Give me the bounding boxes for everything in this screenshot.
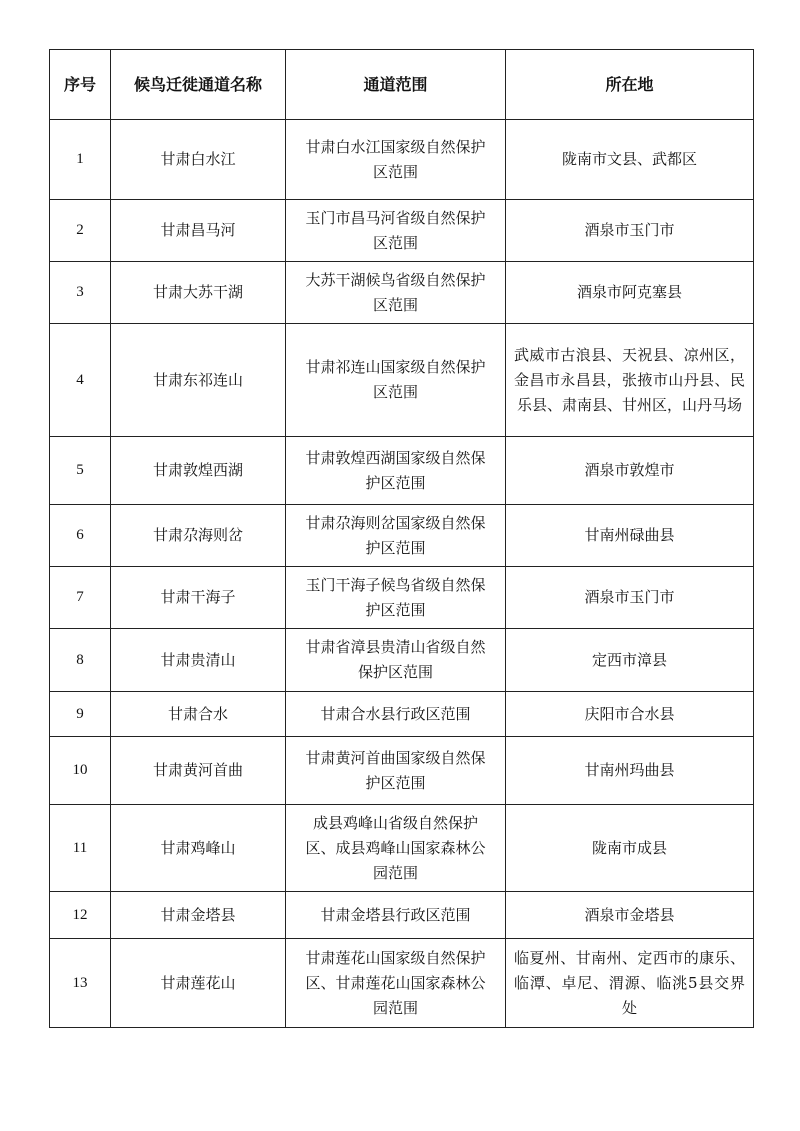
table-row bbox=[50, 567, 754, 629]
cell-corridor-scope: 成县鸡峰山省级自然保护区、成县鸡峰山国家森林公园范围 bbox=[286, 805, 506, 892]
cell-corridor-scope: 甘肃尕海则岔国家级自然保护区范围 bbox=[286, 505, 506, 567]
cell-location: 陇南市文县、武都区 bbox=[506, 120, 754, 200]
table-row bbox=[50, 939, 754, 1028]
cell-corridor-name: 甘肃白水江 bbox=[111, 120, 286, 200]
cell-serial-number: 4 bbox=[50, 324, 111, 437]
cell-corridor-scope: 甘肃敦煌西湖国家级自然保护区范围 bbox=[286, 437, 506, 505]
cell-serial-number: 6 bbox=[50, 505, 111, 567]
cell-location: 临夏州、甘南州、定西市的康乐、临潭、卓尼、渭源、临洮5县交界处 bbox=[506, 939, 754, 1028]
table-header-row bbox=[50, 50, 754, 120]
cell-corridor-scope: 大苏干湖候鸟省级自然保护区范围 bbox=[286, 262, 506, 324]
cell-corridor-scope: 玉门市昌马河省级自然保护区范围 bbox=[286, 200, 506, 262]
cell-corridor-scope: 甘肃金塔县行政区范围 bbox=[286, 892, 506, 939]
cell-location: 酒泉市玉门市 bbox=[506, 200, 754, 262]
cell-serial-number: 11 bbox=[50, 805, 111, 892]
table-row bbox=[50, 200, 754, 262]
cell-corridor-scope: 甘肃黄河首曲国家级自然保护区范围 bbox=[286, 737, 506, 805]
cell-corridor-scope: 甘肃白水江国家级自然保护区范围 bbox=[286, 120, 506, 200]
cell-corridor-name: 甘肃干海子 bbox=[111, 567, 286, 629]
table-row bbox=[50, 692, 754, 737]
header-corridor-scope: 通道范围 bbox=[286, 50, 506, 120]
cell-serial-number: 8 bbox=[50, 629, 111, 692]
table-row bbox=[50, 805, 754, 892]
cell-corridor-name: 甘肃东祁连山 bbox=[111, 324, 286, 437]
cell-corridor-name: 甘肃黄河首曲 bbox=[111, 737, 286, 805]
cell-location: 甘南州玛曲县 bbox=[506, 737, 754, 805]
cell-corridor-name: 甘肃贵清山 bbox=[111, 629, 286, 692]
cell-serial-number: 9 bbox=[50, 692, 111, 737]
bird-migration-corridor-table bbox=[49, 49, 754, 1028]
cell-corridor-name: 甘肃金塔县 bbox=[111, 892, 286, 939]
table-row bbox=[50, 324, 754, 437]
cell-serial-number: 5 bbox=[50, 437, 111, 505]
cell-serial-number: 10 bbox=[50, 737, 111, 805]
cell-location: 酒泉市阿克塞县 bbox=[506, 262, 754, 324]
cell-location: 定西市漳县 bbox=[506, 629, 754, 692]
cell-location: 酒泉市金塔县 bbox=[506, 892, 754, 939]
cell-location: 武威市古浪县、天祝县、凉州区，金昌市永昌县，张掖市山丹县、民乐县、肃南县、甘州区，山丹马场 bbox=[506, 324, 754, 437]
header-corridor-name: 候鸟迁徙通道名称 bbox=[111, 50, 286, 120]
header-location: 所在地 bbox=[506, 50, 754, 120]
cell-serial-number: 12 bbox=[50, 892, 111, 939]
cell-location: 酒泉市玉门市 bbox=[506, 567, 754, 629]
table-row bbox=[50, 629, 754, 692]
cell-serial-number: 13 bbox=[50, 939, 111, 1028]
cell-location: 酒泉市敦煌市 bbox=[506, 437, 754, 505]
cell-corridor-scope: 甘肃省漳县贵清山省级自然保护区范围 bbox=[286, 629, 506, 692]
table-row bbox=[50, 892, 754, 939]
cell-corridor-name: 甘肃昌马河 bbox=[111, 200, 286, 262]
table-row bbox=[50, 262, 754, 324]
cell-corridor-scope: 玉门干海子候鸟省级自然保护区范围 bbox=[286, 567, 506, 629]
cell-corridor-scope: 甘肃合水县行政区范围 bbox=[286, 692, 506, 737]
cell-corridor-name: 甘肃尕海则岔 bbox=[111, 505, 286, 567]
cell-serial-number: 3 bbox=[50, 262, 111, 324]
table-row bbox=[50, 505, 754, 567]
cell-corridor-name: 甘肃合水 bbox=[111, 692, 286, 737]
cell-location: 庆阳市合水县 bbox=[506, 692, 754, 737]
cell-corridor-scope: 甘肃莲花山国家级自然保护区、甘肃莲花山国家森林公园范围 bbox=[286, 939, 506, 1028]
table-row bbox=[50, 437, 754, 505]
table-row bbox=[50, 737, 754, 805]
cell-corridor-name: 甘肃莲花山 bbox=[111, 939, 286, 1028]
cell-location: 甘南州碌曲县 bbox=[506, 505, 754, 567]
cell-serial-number: 1 bbox=[50, 120, 111, 200]
cell-serial-number: 2 bbox=[50, 200, 111, 262]
cell-corridor-name: 甘肃敦煌西湖 bbox=[111, 437, 286, 505]
table-row bbox=[50, 120, 754, 200]
cell-corridor-name: 甘肃鸡峰山 bbox=[111, 805, 286, 892]
cell-corridor-name: 甘肃大苏干湖 bbox=[111, 262, 286, 324]
header-serial-number: 序号 bbox=[50, 50, 111, 120]
cell-serial-number: 7 bbox=[50, 567, 111, 629]
cell-location: 陇南市成县 bbox=[506, 805, 754, 892]
cell-corridor-scope: 甘肃祁连山国家级自然保护区范围 bbox=[286, 324, 506, 437]
